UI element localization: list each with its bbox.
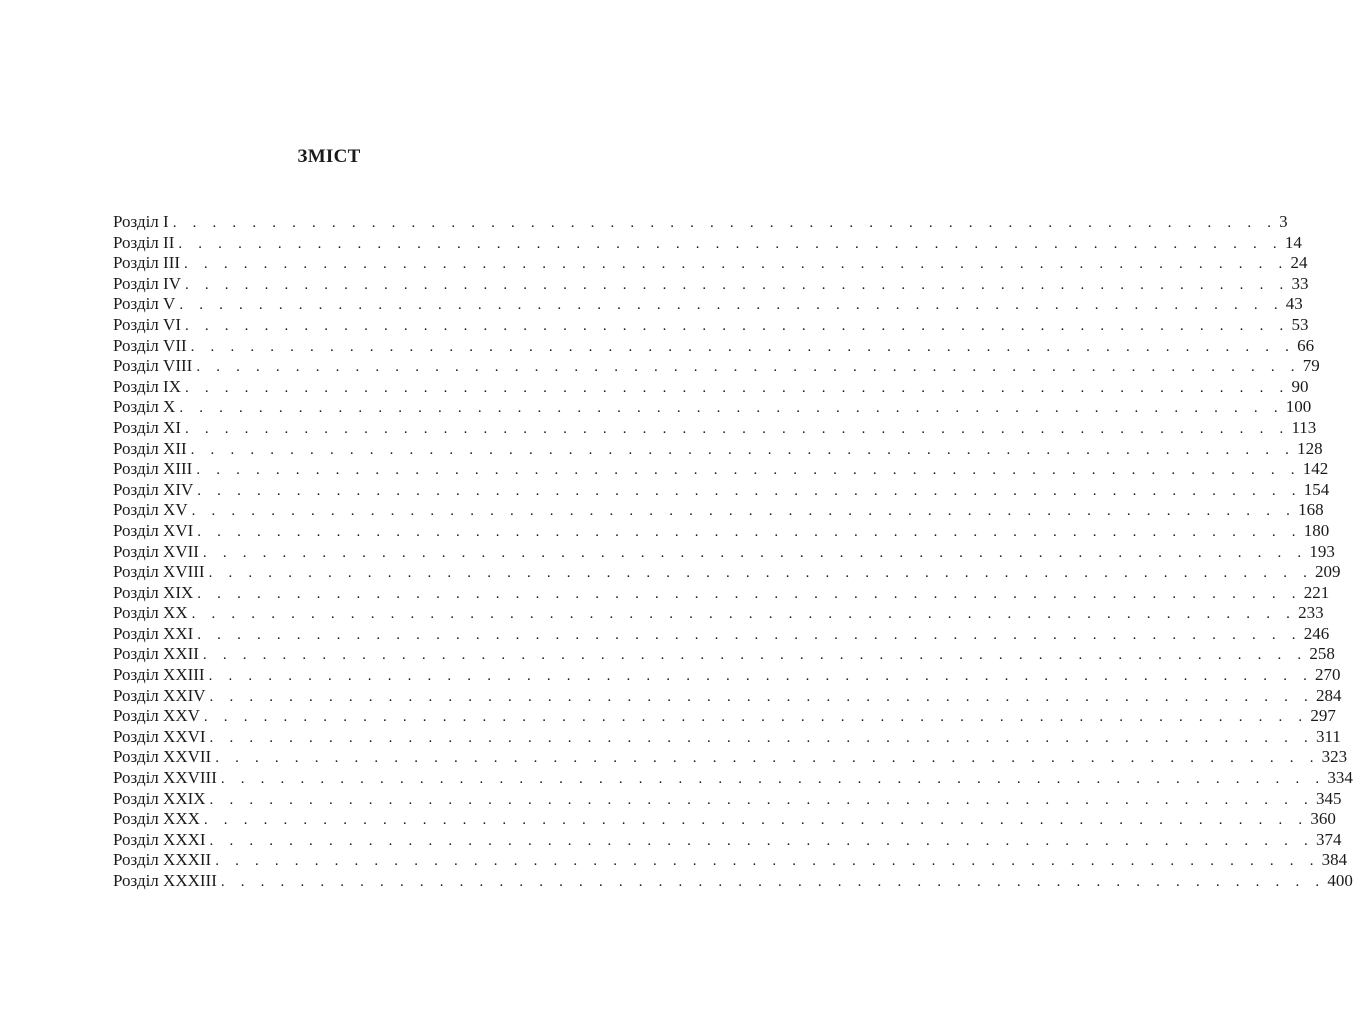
toc-entry-label: Розділ XVIII	[113, 562, 205, 582]
toc-entry-label: Розділ XIV	[113, 479, 194, 499]
toc-entry	[113, 356, 1320, 377]
toc-entry-label: Розділ XXIV	[113, 685, 206, 705]
toc-dot-leader: . . . . . . . . . . . . . . . . . . . . . . . . . . . . . . . . . . . . . . . . . . . . . . . . . . . . . . . .	[184, 420, 1290, 437]
toc-list	[113, 212, 1353, 892]
toc-dot-leader: . . . . . . . . . . . . . . . . . . . . . . . . . . . . . . . . . . . . . . . . . . . . . . . . . . . . . . . .	[197, 626, 1302, 643]
toc-dot-leader: . . . . . . . . . . . . . . . . . . . . . . . . . . . . . . . . . . . . . . . . . . . . . . . . . . . . . . . .	[209, 791, 1314, 808]
toc-entry-label: Розділ VII	[113, 335, 187, 355]
toc-entry	[113, 273, 1309, 295]
toc-entry-label: Розділ XXX	[113, 809, 200, 829]
toc-dot-leader: . . . . . . . . . . . . . . . . . . . . . . . . . . . . . . . . . . . . . . . . . . . . . . . . . . . . . . . .	[220, 771, 1326, 788]
toc-entry-label: Розділ XXVIII	[113, 768, 217, 788]
toc-entry-label: Розділ XXXII	[113, 850, 212, 870]
toc-entry	[113, 871, 1353, 892]
toc-entry	[113, 253, 1308, 274]
toc-entry-label: Розділ VIII	[113, 356, 193, 376]
toc-dot-leader: . . . . . . . . . . . . . . . . . . . . . . . . . . . . . . . . . . . . . . . . . . . . . . . . . . . . . . . .	[197, 585, 1302, 602]
toc-entry	[113, 438, 1323, 460]
toc-entry	[113, 376, 1309, 398]
toc-entry-label: Розділ XXI	[113, 623, 194, 643]
toc-entry	[113, 335, 1315, 357]
toc-dot-leader: . . . . . . . . . . . . . . . . . . . . . . . . . . . . . . . . . . . . . . . . . . . . . . . . . . . . . . . .	[184, 379, 1290, 396]
toc-entry-label: Розділ V	[113, 294, 176, 314]
toc-dot-leader: . . . . . . . . . . . . . . . . . . . . . . . . . . . . . . . . . . . . . . . . . . . . . . . . . . . . . . . .	[179, 297, 1284, 314]
toc-entry	[113, 479, 1330, 501]
toc-entry-label: Розділ XI	[113, 417, 181, 437]
toc-dot-leader: . . . . . . . . . . . . . . . . . . . . . . . . . . . . . . . . . . . . . . . . . . . . . . . . . . . . . . . .	[215, 853, 1320, 870]
toc-entry-label: Розділ XIX	[113, 582, 194, 602]
toc-entry	[113, 603, 1324, 624]
toc-entry-page-number: 100	[1285, 397, 1312, 417]
toc-entry	[113, 314, 1309, 336]
toc-dot-leader: . . . . . . . . . . . . . . . . . . . . . . . . . . . . . . . . . . . . . . . . . . . . . . . . . . . . . . . .	[191, 606, 1297, 623]
toc-entry	[113, 850, 1348, 871]
toc-entry	[113, 706, 1336, 727]
toc-entry-label: Розділ XIII	[113, 459, 193, 479]
toc-entry-label: Розділ III	[113, 253, 181, 273]
toc-dot-leader: . . . . . . . . . . . . . . . . . . . . . . . . . . . . . . . . . . . . . . . . . . . . . . . . . . . . . . . .	[196, 359, 1301, 376]
toc-dot-leader: . . . . . . . . . . . . . . . . . . . . . . . . . . . . . . . . . . . . . . . . . . . . . . . . . . . . . . . .	[202, 647, 1308, 664]
toc-entry-page-number: 113	[1291, 417, 1317, 437]
toc-entry	[113, 582, 1330, 604]
toc-dot-leader: . . . . . . . . . . . . . . . . . . . . . . . . . . . . . . . . . . . . . . . . . . . . . . . . . . . . . . . .	[203, 709, 1309, 726]
toc-entry-label: Розділ X	[113, 397, 176, 417]
toc-entry-page-number: 400	[1327, 871, 1353, 890]
toc-entry	[113, 562, 1341, 583]
toc-entry-page-number: 53	[1291, 314, 1309, 334]
toc-entry-page-number: 360	[1310, 809, 1336, 829]
toc-entry	[113, 644, 1335, 665]
toc-entry-label: Розділ XV	[113, 500, 188, 520]
toc-dot-leader: . . . . . . . . . . . . . . . . . . . . . . . . . . . . . . . . . . . . . . . . . . . . . . . . . . . . . . . .	[184, 276, 1290, 293]
toc-entry-label: Розділ II	[113, 232, 175, 252]
toc-dot-leader: . . . . . . . . . . . . . . . . . . . . . . . . . . . . . . . . . . . . . . . . . . . . . . . . . . . . . . . .	[208, 565, 1314, 582]
toc-entry-page-number: 297	[1310, 706, 1336, 726]
toc-entry	[113, 417, 1317, 439]
toc-entry-page-number: 270	[1315, 665, 1341, 685]
toc-entry-label: Розділ VI	[113, 314, 181, 334]
toc-dot-leader: . . . . . . . . . . . . . . . . . . . . . . . . . . . . . . . . . . . . . . . . . . . . . . . . . . . . . . . .	[184, 256, 1289, 273]
toc-entry-label: Розділ XXII	[113, 644, 199, 664]
toc-dot-leader: . . . . . . . . . . . . . . . . . . . . . . . . . . . . . . . . . . . . . . . . . . . . . . . . . . . . . . . .	[209, 832, 1314, 849]
toc-entry-page-number: 323	[1321, 747, 1348, 767]
toc-entry-page-number: 142	[1302, 459, 1329, 479]
toc-entry-label: Розділ XXXI	[113, 829, 206, 849]
toc-dot-leader: . . . . . . . . . . . . . . . . . . . . . . . . . . . . . . . . . . . . . . . . . . . . . . . . . . . . . . . .	[191, 503, 1297, 520]
toc-entry	[113, 829, 1342, 851]
toc-entry	[113, 520, 1330, 542]
toc-entry-page-number: 193	[1309, 541, 1335, 561]
toc-entry-page-number: 233	[1298, 603, 1324, 623]
toc-entry-page-number: 168	[1298, 500, 1324, 520]
toc-dot-leader: . . . . . . . . . . . . . . . . . . . . . . . . . . . . . . . . . . . . . . . . . . . . . . . . . . . . . . . .	[220, 874, 1326, 890]
toc-entry	[113, 623, 1330, 645]
toc-entry-label: Розділ XX	[113, 603, 188, 623]
toc-entry	[113, 665, 1341, 686]
toc-dot-leader: . . . . . . . . . . . . . . . . . . . . . . . . . . . . . . . . . . . . . . . . . . . . . . . . . . . . . . . .	[190, 441, 1296, 458]
toc-entry-page-number: 209	[1315, 562, 1341, 582]
toc-entry-label: Розділ XII	[113, 438, 187, 458]
toc-dot-leader: . . . . . . . . . . . . . . . . . . . . . . . . . . . . . . . . . . . . . . . . . . . . . . . . . . . . . . . .	[179, 400, 1284, 417]
toc-entry-page-number: 154	[1303, 479, 1330, 499]
toc-entry-page-number: 334	[1327, 768, 1353, 788]
toc-dot-leader: . . . . . . . . . . . . . . . . . . . . . . . . . . . . . . . . . . . . . . . . . . . . . . . . . . . . . . . .	[190, 338, 1296, 355]
toc-entry	[113, 232, 1302, 254]
toc-entry-label: Розділ IX	[113, 376, 181, 396]
toc-entry	[113, 685, 1342, 707]
toc-entry-label: Розділ XVII	[113, 541, 199, 561]
toc-entry-label: Розділ XVI	[113, 520, 194, 540]
toc-entry-page-number: 24	[1290, 253, 1308, 273]
toc-dot-leader: . . . . . . . . . . . . . . . . . . . . . . . . . . . . . . . . . . . . . . . . . . . . . . . . . . . . . . . .	[209, 688, 1314, 705]
toc-entry-label: Розділ XXIX	[113, 788, 206, 808]
toc-dot-leader: . . . . . . . . . . . . . . . . . . . . . . . . . . . . . . . . . . . . . . . . . . . . . . . . . . . . . . . .	[184, 317, 1290, 334]
toc-entry	[113, 294, 1303, 315]
toc-entry-page-number: 384	[1321, 850, 1348, 870]
toc-entry	[113, 459, 1329, 480]
toc-entry	[113, 500, 1324, 521]
toc-entry-label: Розділ XXV	[113, 706, 200, 726]
toc-entry-page-number: 221	[1303, 582, 1330, 602]
toc-entry-page-number: 246	[1303, 623, 1330, 643]
toc-dot-leader: . . . . . . . . . . . . . . . . . . . . . . . . . . . . . . . . . . . . . . . . . . . . . . . . . . . . . . . .	[202, 544, 1308, 561]
toc-entry-label: Розділ XXXIII	[113, 871, 217, 890]
toc-entry	[113, 212, 1288, 233]
toc-dot-leader: . . . . . . . . . . . . . . . . . . . . . . . . . . . . . . . . . . . . . . . . . . . . . . . . . . . . . . . .	[196, 462, 1301, 479]
toc-entry-page-number: 14	[1284, 232, 1302, 252]
toc-dot-leader: . . . . . . . . . . . . . . . . . . . . . . . . . . . . . . . . . . . . . . . . . . . . . . . . . . . . . . . .	[209, 729, 1314, 746]
toc-entry-page-number: 345	[1316, 788, 1342, 808]
toc-entry	[113, 541, 1335, 563]
toc-entry-label: Розділ XXVI	[113, 726, 206, 746]
toc-entry	[113, 397, 1312, 418]
toc-entry-page-number: 258	[1309, 644, 1335, 664]
toc-entry-page-number: 128	[1297, 438, 1323, 458]
toc-entry-label: Розділ XXVII	[113, 747, 212, 767]
toc-dot-leader: . . . . . . . . . . . . . . . . . . . . . . . . . . . . . . . . . . . . . . . . . . . . . . . . . . . . . . . .	[215, 750, 1320, 767]
toc-dot-leader: . . . . . . . . . . . . . . . . . . . . . . . . . . . . . . . . . . . . . . . . . . . . . . . . . . . . . . . .	[197, 482, 1302, 499]
toc-dot-leader: . . . . . . . . . . . . . . . . . . . . . . . . . . . . . . . . . . . . . . . . . . . . . . . . . . . . . . . .	[197, 523, 1302, 540]
toc-entry-page-number: 3	[1279, 212, 1288, 231]
toc-entry-label: Розділ XXIII	[113, 665, 205, 685]
toc-entry-page-number: 284	[1316, 685, 1342, 705]
toc-entry-page-number: 180	[1303, 520, 1330, 540]
toc-entry-page-number: 79	[1302, 356, 1320, 376]
toc-entry	[113, 726, 1341, 748]
toc-entry-page-number: 66	[1297, 335, 1315, 355]
toc-dot-leader: . . . . . . . . . . . . . . . . . . . . . . . . . . . . . . . . . . . . . . . . . . . . . . . . . . . . . . . .	[208, 668, 1314, 685]
toc-entry-page-number: 33	[1291, 273, 1309, 293]
toc-entry-page-number: 90	[1291, 376, 1309, 396]
toc-entry-page-number: 43	[1285, 294, 1303, 314]
toc-entry-page-number: 374	[1316, 829, 1342, 849]
toc-entry-label: Розділ IV	[113, 273, 181, 293]
toc-dot-leader: . . . . . . . . . . . . . . . . . . . . . . . . . . . . . . . . . . . . . . . . . . . . . . . . . . . . . . . .	[203, 812, 1309, 829]
toc-entry-label: Розділ I	[113, 212, 169, 231]
toc-dot-leader: . . . . . . . . . . . . . . . . . . . . . . . . . . . . . . . . . . . . . . . . . . . . . . . . . . . . . . . .	[178, 235, 1283, 252]
toc-title: ЗМІСТ	[297, 146, 361, 167]
toc-entry	[113, 768, 1353, 789]
toc-entry-page-number: 311	[1316, 726, 1341, 746]
toc-entry	[113, 809, 1336, 830]
toc-dot-leader: . . . . . . . . . . . . . . . . . . . . . . . . . . . . . . . . . . . . . . . . . . . . . . . . . . . . . . . .	[172, 215, 1278, 231]
toc-entry	[113, 747, 1348, 768]
toc-entry	[113, 788, 1342, 810]
